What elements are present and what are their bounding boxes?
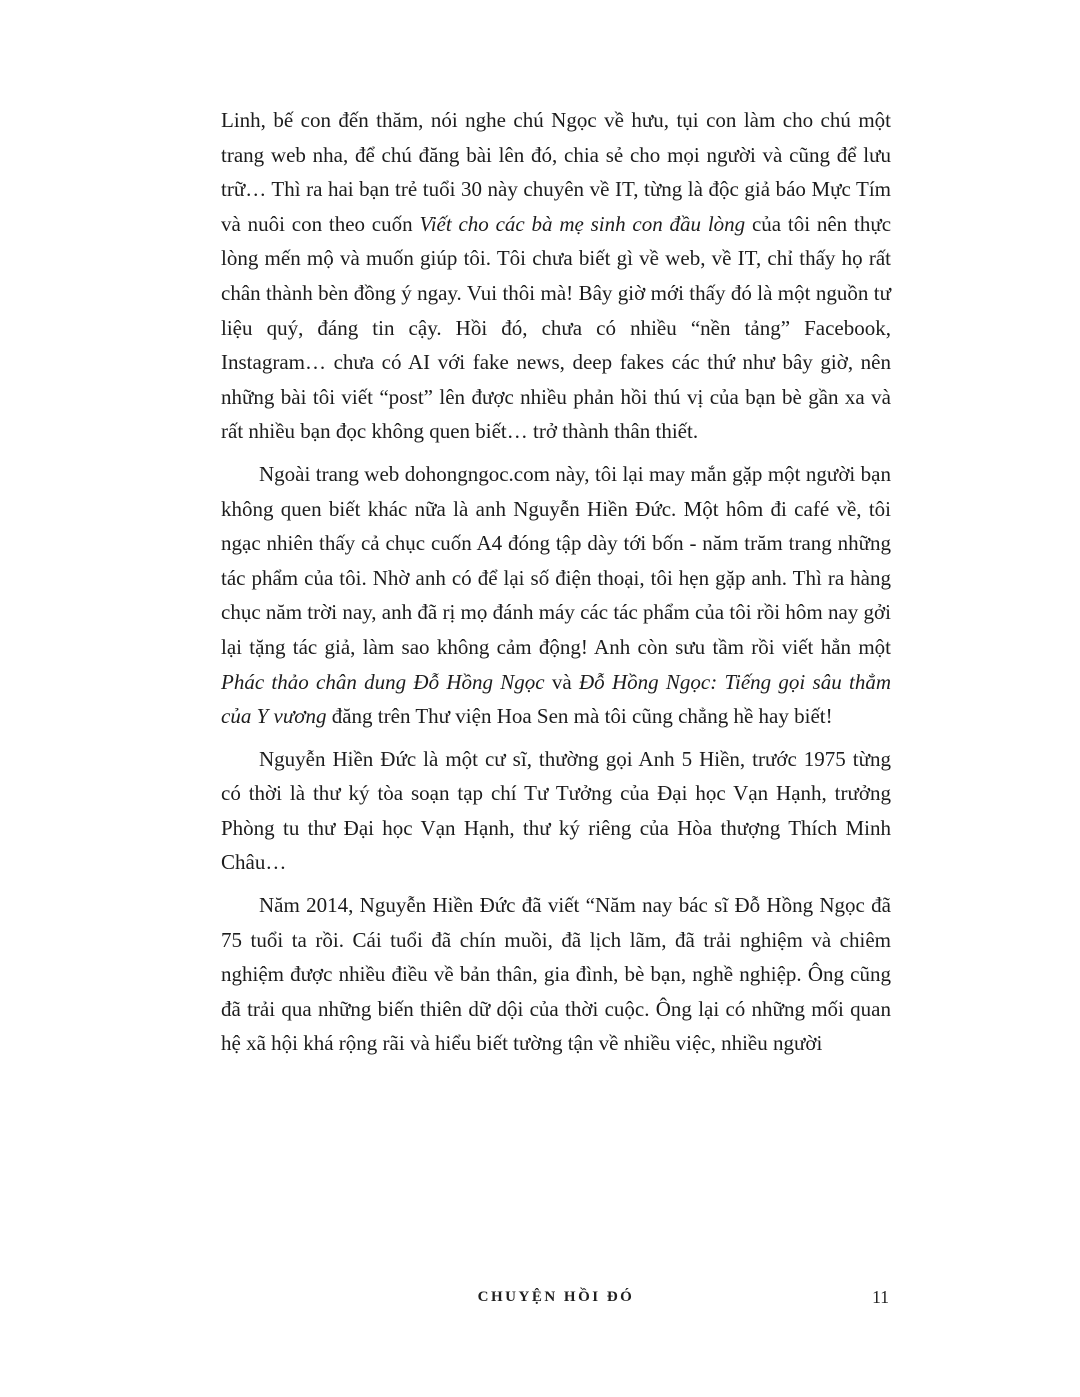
italic-text-run: Đỗ Hồng Ngọc: Tiếng gọi sâu thẳm của Y vương bbox=[221, 669, 891, 729]
text-run: Ngoài trang web dohongngoc.com này, tôi lại may mắn gặp một người bạn không quen biết khác nữa là anh Nguyễn Hiền Đức. Một hôm đi café về, tôi ngạc nhiên thấy cả chục cuốn A4 đóng tập dày tới bốn - năm trăm trang những tác phẩm của tôi. Nhờ anh có để lại số điện thoại, tôi hẹn gặp anh. Thì ra hàng chục năm trời nay, anh đã rị mọ đánh máy các tác phẩm của tôi rồi hôm nay gởi lại tặng tác giả, làm sao không cảm động! Anh còn sưu tầm rồi viết hẳn một bbox=[221, 461, 891, 659]
paragraph bbox=[221, 742, 891, 880]
text-run: Năm 2014, Nguyễn Hiền Đức đã viết “Năm nay bác sĩ Đỗ Hồng Ngọc đã 75 tuổi ta rồi. Cái tuổi đã chín muồi, đã lịch lãm, đã trải nghiệm và chiêm nghiệm được nhiều điều về bản thân, gia đình, bè bạn, nghề nghiệp. Ông cũng đã trải qua những biến thiên dữ dội của thời cuộc. Ông lại có những mối quan hệ xã hội khá rộng rãi và hiểu biết tường tận về nhiều việc, nhiều người bbox=[221, 893, 891, 1056]
paragraph bbox=[221, 457, 891, 734]
text-run: và bbox=[544, 669, 579, 694]
text-run: Nguyễn Hiền Đức là một cư sĩ, thường gọi Anh 5 Hiền, trước 1975 từng có thời là thư ký tòa soạn tạp chí Tư Tưởng của Đại học Vạn Hạnh, trưởng Phòng tu thư Đại học Vạn Hạnh, thư ký riêng của Hòa thượng Thích Minh Châu… bbox=[221, 746, 891, 875]
text-run: Linh, bế con đến thăm, nói nghe chú Ngọc về hưu, tụi con làm cho chú một trang web nha, để chú đăng bài lên đó, chia sẻ cho mọi người và cũng để lưu trữ… Thì ra hai bạn trẻ tuổi 30 này chuyên về IT, từng là độc giả báo Mực Tím và nuôi con theo cuốn bbox=[221, 108, 891, 236]
text-run: đăng trên Thư viện Hoa Sen mà tôi cũng chẳng hề hay biết! bbox=[326, 704, 833, 729]
page-footer bbox=[221, 1287, 891, 1313]
paragraph bbox=[221, 103, 891, 449]
italic-text-run: Viết cho các bà mẹ sinh con đầu lòng bbox=[419, 211, 746, 236]
running-footer-title: CHUYỆN HỒI ĐÓ bbox=[477, 1289, 635, 1305]
page-number: 11 bbox=[872, 1287, 889, 1307]
paragraph bbox=[221, 888, 891, 1061]
body-text bbox=[221, 103, 891, 1069]
text-run: của tôi nên thực lòng mến mộ và muốn giúp tôi. Tôi chưa biết gì về web, về IT, chỉ thấy họ rất chân thành bèn đồng ý ngay. Vui thôi mà! Bây giờ mới thấy đó là một nguồn tư liệu quý, đáng tin cậy. Hồi đó, chưa có nhiều “nền tảng” Facebook, Instagram… chưa có AI với fake news, deep fakes các thứ như bây giờ, nên những bài tôi viết “post” lên được nhiều phản hồi thú vị của bạn bè gần xa và rất nhiều bạn đọc không quen biết… trở thành thân thiết. bbox=[221, 211, 892, 444]
italic-text-run: Phác thảo chân dung Đỗ Hồng Ngọc bbox=[221, 669, 545, 694]
